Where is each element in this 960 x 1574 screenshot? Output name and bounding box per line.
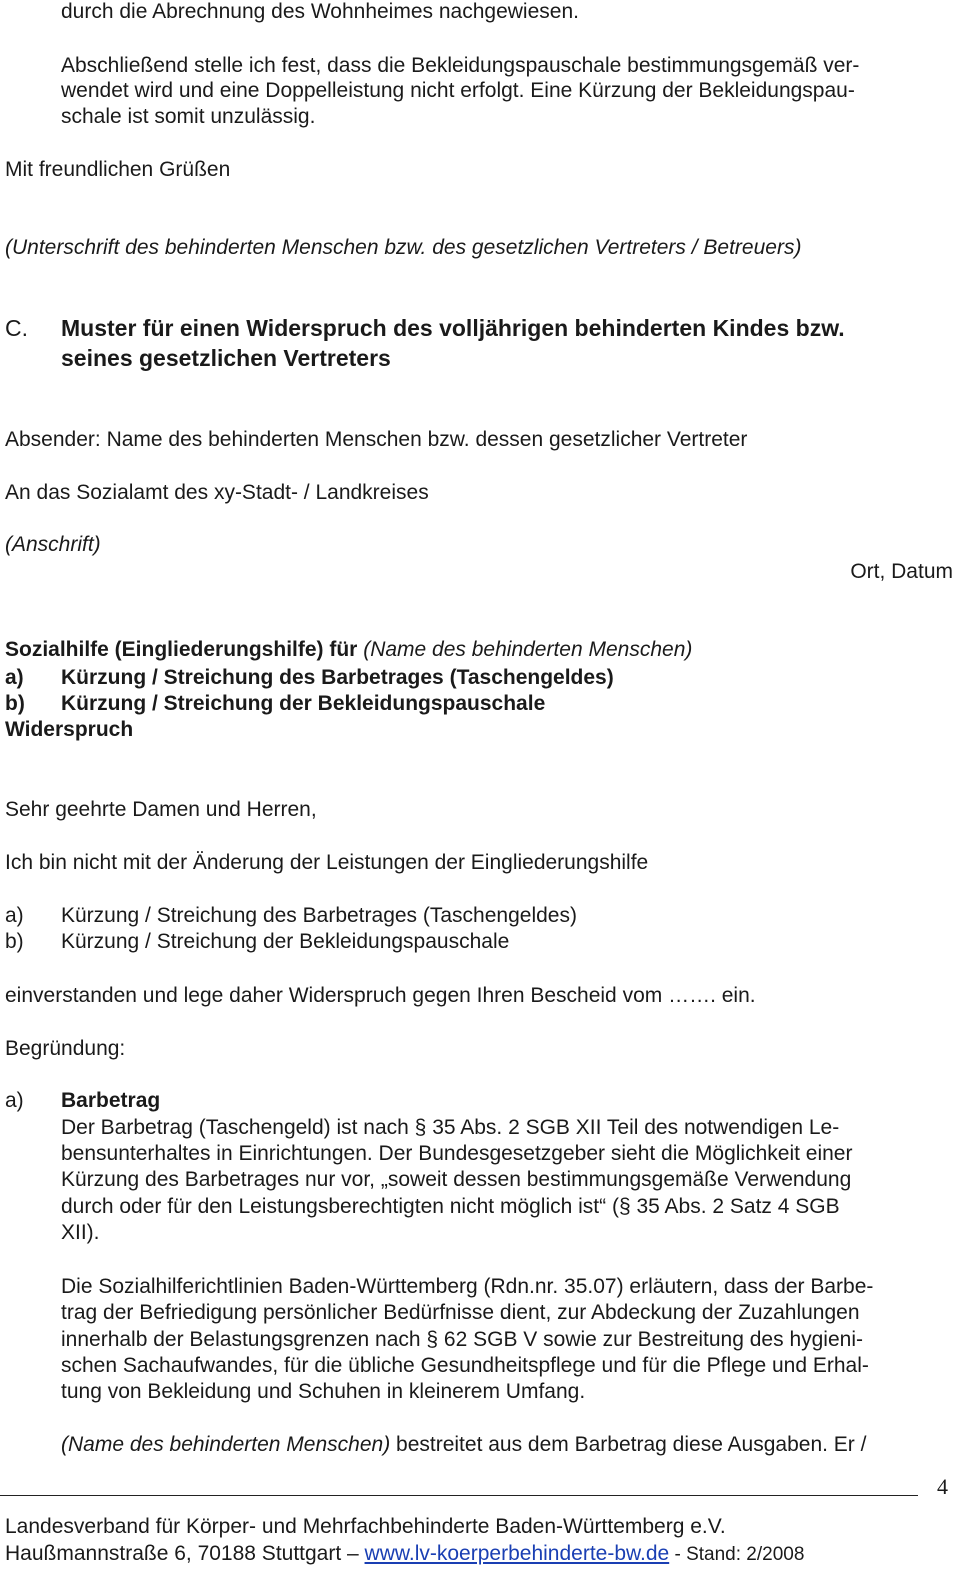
subject-line <box>5 637 692 663</box>
subject-italic: (Name des behinderten Menschen) <box>363 638 693 661</box>
section-title-cont: seines gesetzlichen Vertreters <box>61 345 391 371</box>
text-line: tung von Bekleidung und Schuhen in kleinerem Umfang. <box>61 1380 586 1403</box>
list-item-a-label: a) <box>5 904 24 927</box>
reason-a-label: a) <box>5 1089 24 1112</box>
list-item-a: Kürzung / Streichung des Barbetrages (Taschengeldes) <box>61 904 577 927</box>
reason-label: Begründung: <box>5 1037 126 1060</box>
place-date: Ort, Datum <box>850 560 953 583</box>
text-line: trag der Befriedigung persönlicher Bedürfnisse dient, zur Abdeckung der Zuzahlungen <box>61 1301 860 1324</box>
section-title: Muster für einen Widerspruch des volljährigen behinderten Kindes bzw. <box>61 315 845 341</box>
subject-bold: Sozialhilfe (Eingliederungshilfe) für <box>5 638 364 661</box>
text-line: durch oder für den Leistungsberechtigten nicht möglich ist“ (§ 35 Abs. 2 Satz 4 SGB <box>61 1195 840 1218</box>
subject-item-b: Kürzung / Streichung der Bekleidungspauschale <box>61 692 546 715</box>
section-letter: C. <box>5 315 28 341</box>
subject-widerspruch: Widerspruch <box>5 718 134 741</box>
text-line: wendet wird und eine Doppelleistung nicht erfolgt. Eine Kürzung der Bekleidungspau- <box>61 79 855 102</box>
text-line: bensunterhaltes in Einrichtungen. Der Bundesgesetzgeber sieht die Möglichkeit einer <box>61 1142 853 1165</box>
list-item-b-label: b) <box>5 930 24 953</box>
footer-divider <box>0 1495 918 1496</box>
subject-item-a-label: a) <box>5 666 24 689</box>
footer-address: Haußmannstraße 6, 70188 Stuttgart – <box>5 1542 365 1565</box>
text-line: schen Sachaufwandes, für die übliche Gesundheitspflege und für die Pflege und Erhal- <box>61 1354 869 1377</box>
closing-greeting: Mit freundlichen Grüßen <box>5 158 231 181</box>
text-line: Kürzung des Barbetrages nur vor, „soweit dessen bestimmungsgemäße Verwendung <box>61 1168 852 1191</box>
sender-line: Absender: Name des behinderten Menschen bzw. dessen gesetzlicher Vertreter <box>5 428 748 451</box>
text-line: innerhalb der Belastungsgrenzen nach § 62 SGB V sowie zur Bestreitung des hygieni- <box>61 1328 863 1351</box>
footer-address-line <box>5 1541 804 1568</box>
subject-item-a: Kürzung / Streichung des Barbetrages (Taschengeldes) <box>61 666 614 689</box>
text-rest: bestreitet aus dem Barbetrag diese Ausgaben. Er / <box>390 1433 867 1456</box>
signature-placeholder: (Unterschrift des behinderten Menschen bzw. des gesetzlichen Vertreters / Betreuers) <box>5 236 802 259</box>
text-line: Die Sozialhilferichtlinien Baden-Württemberg (Rdn.nr. 35.07) erläutern, dass der Barbe- <box>61 1275 874 1298</box>
page-number: 4 <box>937 1474 948 1499</box>
recipient-line: An das Sozialamt des xy-Stadt- / Landkreises <box>5 481 429 504</box>
text-line: durch die Abrechnung des Wohnheimes nachgewiesen. <box>61 0 579 23</box>
footer-stand: - Stand: 2/2008 <box>669 1544 805 1565</box>
reason-a-title: Barbetrag <box>61 1089 161 1112</box>
subject-item-b-label: b) <box>5 692 25 715</box>
website-link[interactable]: www.lv-koerperbehinderte-bw.de <box>364 1542 670 1565</box>
name-placeholder: (Name des behinderten Menschen) <box>61 1433 391 1456</box>
intro-line: Ich bin nicht mit der Änderung der Leistungen der Eingliederungshilfe <box>5 851 649 874</box>
text-line: Abschließend stelle ich fest, dass die Bekleidungspauschale bestimmungsgemäß ver- <box>61 54 860 77</box>
text-line: Der Barbetrag (Taschengeld) ist nach § 35 Abs. 2 SGB XII Teil des notwendigen Le- <box>61 1116 840 1139</box>
text-line: schale ist somit unzulässig. <box>61 105 316 128</box>
list-item-b: Kürzung / Streichung der Bekleidungspauschale <box>61 930 510 953</box>
salutation: Sehr geehrte Damen und Herren, <box>5 798 317 821</box>
agree-line: einverstanden und lege daher Widerspruch gegen Ihren Bescheid vom ……. ein. <box>5 984 756 1007</box>
text-line <box>61 1432 866 1458</box>
text-line: XII). <box>61 1221 100 1244</box>
address-placeholder: (Anschrift) <box>5 533 101 556</box>
footer-org: Landesverband für Körper- und Mehrfachbehinderte Baden-Württemberg e.V. <box>5 1515 726 1538</box>
